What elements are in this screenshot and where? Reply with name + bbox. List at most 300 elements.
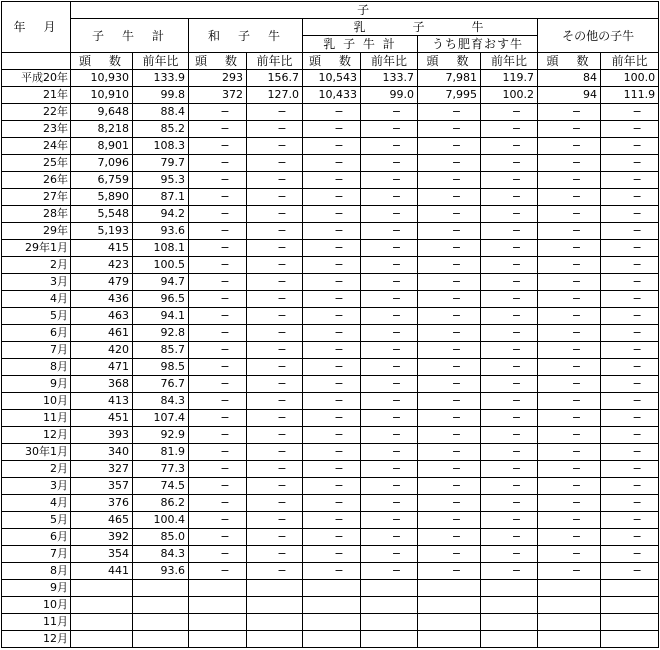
fattening-male-yoy: −	[481, 121, 538, 138]
subheader-yoy: 前年比	[361, 53, 418, 70]
table-row	[2, 546, 659, 563]
table-row	[2, 597, 659, 614]
fattening-male-yoy: −	[481, 529, 538, 546]
fattening-male-yoy: −	[481, 189, 538, 206]
other-calf-count: −	[538, 444, 601, 461]
wagyu-yoy: −	[247, 291, 303, 308]
calf-total-count: 6,759	[71, 172, 133, 189]
fattening-male-count: −	[418, 342, 481, 359]
other-calf-count: 94	[538, 87, 601, 104]
dairy-total-yoy: −	[361, 359, 418, 376]
fattening-male-count	[418, 631, 481, 648]
wagyu-count: −	[189, 376, 247, 393]
dairy-total-count	[303, 597, 361, 614]
other-calf-count: −	[538, 461, 601, 478]
dairy-total-yoy: −	[361, 393, 418, 410]
other-calf-count: −	[538, 206, 601, 223]
dairy-total-yoy	[361, 631, 418, 648]
dairy-total-count: −	[303, 563, 361, 580]
calf-total-count: 10,930	[71, 70, 133, 87]
wagyu-yoy: −	[247, 138, 303, 155]
calf-total-count	[71, 631, 133, 648]
row-label: 10月	[2, 597, 71, 614]
fattening-male-count: −	[418, 274, 481, 291]
dairy-total-count: −	[303, 478, 361, 495]
fattening-male-count: −	[418, 308, 481, 325]
wagyu-yoy: −	[247, 461, 303, 478]
fattening-male-count: −	[418, 138, 481, 155]
fattening-male-count: −	[418, 478, 481, 495]
calf-total-count: 463	[71, 308, 133, 325]
calf-total-count: 368	[71, 376, 133, 393]
header-calf-ko: 子	[357, 3, 373, 17]
wagyu-count: −	[189, 189, 247, 206]
calf-total-yoy: 85.7	[133, 342, 189, 359]
calf-total-count: 436	[71, 291, 133, 308]
row-label: 7月	[2, 546, 71, 563]
fattening-male-yoy: −	[481, 393, 538, 410]
dairy-total-count: −	[303, 155, 361, 172]
calf-total-count: 7,096	[71, 155, 133, 172]
other-calf-count: −	[538, 325, 601, 342]
wagyu-count: −	[189, 410, 247, 427]
wagyu-count: −	[189, 427, 247, 444]
fattening-male-count: −	[418, 495, 481, 512]
other-calf-count	[538, 631, 601, 648]
table-row	[2, 206, 659, 223]
wagyu-yoy: −	[247, 444, 303, 461]
table-row	[2, 393, 659, 410]
calf-total-count: 9,648	[71, 104, 133, 121]
table-row	[2, 563, 659, 580]
calf-total-yoy	[133, 631, 189, 648]
other-calf-count	[538, 597, 601, 614]
other-calf-count: −	[538, 121, 601, 138]
table-row	[2, 495, 659, 512]
other-calf-yoy: −	[601, 155, 659, 172]
table-row	[2, 155, 659, 172]
wagyu-count	[189, 597, 247, 614]
other-calf-yoy: −	[601, 325, 659, 342]
other-calf-yoy: −	[601, 257, 659, 274]
calf-total-yoy: 85.0	[133, 529, 189, 546]
wagyu-yoy	[247, 597, 303, 614]
table-row	[2, 121, 659, 138]
other-calf-yoy: −	[601, 393, 659, 410]
calf-total-yoy: 108.1	[133, 240, 189, 257]
wagyu-yoy: 156.7	[247, 70, 303, 87]
calf-total-yoy	[133, 597, 189, 614]
table-body	[2, 70, 659, 648]
fattening-male-yoy: −	[481, 563, 538, 580]
calf-total-yoy: 79.7	[133, 155, 189, 172]
calf-total-count	[71, 580, 133, 597]
subheader-head-count: 頭 数	[303, 53, 361, 70]
other-calf-yoy: 100.0	[601, 70, 659, 87]
subheader-head-count: 頭 数	[418, 53, 481, 70]
calf-total-count: 392	[71, 529, 133, 546]
dairy-total-yoy: −	[361, 121, 418, 138]
fattening-male-yoy: −	[481, 206, 538, 223]
dairy-total-count: −	[303, 325, 361, 342]
dairy-total-yoy: −	[361, 512, 418, 529]
fattening-male-yoy: 100.2	[481, 87, 538, 104]
row-label: 21年	[2, 87, 71, 104]
dairy-total-count: −	[303, 240, 361, 257]
other-calf-yoy: −	[601, 546, 659, 563]
wagyu-count: −	[189, 393, 247, 410]
row-label: 22年	[2, 104, 71, 121]
subheader-head-count: 頭 数	[71, 53, 133, 70]
row-label: 3月	[2, 274, 71, 291]
dairy-total-yoy: −	[361, 257, 418, 274]
table-row	[2, 87, 659, 104]
calf-total-yoy: 100.5	[133, 257, 189, 274]
other-calf-yoy: −	[601, 410, 659, 427]
header-dairy-calf	[303, 19, 538, 36]
wagyu-yoy: −	[247, 257, 303, 274]
row-label: 24年	[2, 138, 71, 155]
fattening-male-yoy: −	[481, 512, 538, 529]
row-label: 4月	[2, 495, 71, 512]
calf-total-count: 340	[71, 444, 133, 461]
calf-total-yoy: 100.4	[133, 512, 189, 529]
calf-total-count: 479	[71, 274, 133, 291]
wagyu-count: −	[189, 342, 247, 359]
fattening-male-yoy: −	[481, 104, 538, 121]
wagyu-yoy: −	[247, 563, 303, 580]
row-label: 9月	[2, 376, 71, 393]
other-calf-count: −	[538, 478, 601, 495]
dairy-total-count: −	[303, 410, 361, 427]
row-label: 7月	[2, 342, 71, 359]
dairy-total-count: −	[303, 121, 361, 138]
table-row	[2, 444, 659, 461]
wagyu-yoy: −	[247, 240, 303, 257]
dairy-total-count: −	[303, 461, 361, 478]
fattening-male-yoy: −	[481, 376, 538, 393]
other-calf-count: −	[538, 393, 601, 410]
dairy-total-count: −	[303, 342, 361, 359]
wagyu-yoy: −	[247, 206, 303, 223]
wagyu-yoy: −	[247, 104, 303, 121]
other-calf-count: −	[538, 512, 601, 529]
wagyu-yoy	[247, 614, 303, 631]
fattening-male-count: −	[418, 444, 481, 461]
wagyu-yoy: −	[247, 223, 303, 240]
fattening-male-count: −	[418, 410, 481, 427]
other-calf-yoy: −	[601, 291, 659, 308]
wagyu-count: −	[189, 104, 247, 121]
dairy-total-yoy: −	[361, 172, 418, 189]
calf-total-count: 5,193	[71, 223, 133, 240]
fattening-male-yoy: −	[481, 342, 538, 359]
calf-total-yoy: 87.1	[133, 189, 189, 206]
wagyu-count: −	[189, 172, 247, 189]
other-calf-yoy: −	[601, 308, 659, 325]
row-label: 6月	[2, 529, 71, 546]
dairy-total-yoy: −	[361, 308, 418, 325]
dairy-total-count: 10,433	[303, 87, 361, 104]
calf-total-count: 423	[71, 257, 133, 274]
other-calf-yoy: 111.9	[601, 87, 659, 104]
calf-total-count: 393	[71, 427, 133, 444]
row-label: 8月	[2, 359, 71, 376]
fattening-male-count: −	[418, 172, 481, 189]
calf-total-yoy: 86.2	[133, 495, 189, 512]
wagyu-yoy: −	[247, 325, 303, 342]
other-calf-count: −	[538, 189, 601, 206]
header-dairy-total: 乳 子 牛 計	[303, 36, 418, 53]
dairy-total-yoy: −	[361, 495, 418, 512]
row-label: 9月	[2, 580, 71, 597]
other-calf-count: −	[538, 172, 601, 189]
wagyu-count: −	[189, 325, 247, 342]
other-calf-count: 84	[538, 70, 601, 87]
fattening-male-count: −	[418, 376, 481, 393]
dairy-total-yoy: −	[361, 104, 418, 121]
other-calf-count	[538, 614, 601, 631]
row-label: 6月	[2, 325, 71, 342]
fattening-male-count: −	[418, 240, 481, 257]
calf-total-yoy: 99.8	[133, 87, 189, 104]
header-dairy-a: 乳	[353, 20, 369, 34]
wagyu-yoy: −	[247, 274, 303, 291]
fattening-male-yoy: −	[481, 478, 538, 495]
other-calf-count: −	[538, 223, 601, 240]
fattening-male-yoy: −	[481, 495, 538, 512]
calf-total-count: 441	[71, 563, 133, 580]
fattening-male-yoy: −	[481, 291, 538, 308]
wagyu-yoy: −	[247, 342, 303, 359]
wagyu-yoy: −	[247, 121, 303, 138]
calf-total-count: 471	[71, 359, 133, 376]
calf-total-yoy	[133, 614, 189, 631]
fattening-male-yoy: −	[481, 240, 538, 257]
fattening-male-count	[418, 580, 481, 597]
wagyu-yoy: −	[247, 546, 303, 563]
other-calf-count: −	[538, 342, 601, 359]
wagyu-yoy: −	[247, 495, 303, 512]
table-row	[2, 257, 659, 274]
other-calf-yoy: −	[601, 529, 659, 546]
row-label: 5月	[2, 308, 71, 325]
calf-total-count: 327	[71, 461, 133, 478]
calf-statistics-table	[1, 1, 659, 648]
other-calf-count: −	[538, 427, 601, 444]
calf-total-yoy: 98.5	[133, 359, 189, 376]
dairy-total-yoy: −	[361, 529, 418, 546]
table-row	[2, 512, 659, 529]
calf-total-yoy: 93.6	[133, 563, 189, 580]
other-calf-yoy: −	[601, 138, 659, 155]
header-blank	[2, 53, 71, 70]
fattening-male-yoy: −	[481, 155, 538, 172]
other-calf-yoy: −	[601, 495, 659, 512]
row-label: 4月	[2, 291, 71, 308]
wagyu-yoy: −	[247, 376, 303, 393]
dairy-total-yoy: −	[361, 223, 418, 240]
dairy-total-count: −	[303, 529, 361, 546]
other-calf-yoy: −	[601, 206, 659, 223]
other-calf-count	[538, 580, 601, 597]
other-calf-yoy: −	[601, 104, 659, 121]
fattening-male-yoy: −	[481, 444, 538, 461]
subheader-head-count: 頭 数	[189, 53, 247, 70]
calf-total-count: 354	[71, 546, 133, 563]
other-calf-count: −	[538, 155, 601, 172]
dairy-total-yoy: 133.7	[361, 70, 418, 87]
dairy-total-count: −	[303, 138, 361, 155]
calf-total-count: 8,218	[71, 121, 133, 138]
fattening-male-count: 7,981	[418, 70, 481, 87]
fattening-male-yoy: −	[481, 359, 538, 376]
dairy-total-count: −	[303, 444, 361, 461]
other-calf-yoy: −	[601, 563, 659, 580]
other-calf-count: −	[538, 495, 601, 512]
dairy-total-yoy: −	[361, 427, 418, 444]
wagyu-yoy: −	[247, 189, 303, 206]
fattening-male-count: −	[418, 546, 481, 563]
dairy-total-yoy: −	[361, 138, 418, 155]
fattening-male-yoy: −	[481, 427, 538, 444]
fattening-male-count: −	[418, 104, 481, 121]
calf-total-count: 357	[71, 478, 133, 495]
subheader-yoy: 前年比	[247, 53, 303, 70]
wagyu-count: −	[189, 138, 247, 155]
wagyu-count: −	[189, 461, 247, 478]
header-wagyu: 和 子 牛	[189, 19, 303, 53]
dairy-total-count	[303, 614, 361, 631]
dairy-total-count	[303, 631, 361, 648]
row-label: 28年	[2, 206, 71, 223]
dairy-total-count: −	[303, 427, 361, 444]
other-calf-yoy: −	[601, 121, 659, 138]
fattening-male-yoy: −	[481, 410, 538, 427]
other-calf-count: −	[538, 376, 601, 393]
wagyu-count: −	[189, 206, 247, 223]
fattening-male-yoy	[481, 597, 538, 614]
header-dairy-b: 子	[412, 20, 428, 34]
dairy-total-count: −	[303, 308, 361, 325]
calf-total-yoy: 95.3	[133, 172, 189, 189]
dairy-total-count: −	[303, 359, 361, 376]
wagyu-yoy: −	[247, 155, 303, 172]
wagyu-yoy: −	[247, 393, 303, 410]
other-calf-yoy: −	[601, 359, 659, 376]
dairy-total-count: −	[303, 274, 361, 291]
table-row	[2, 223, 659, 240]
calf-total-yoy: 81.9	[133, 444, 189, 461]
fattening-male-yoy: −	[481, 172, 538, 189]
wagyu-count: −	[189, 495, 247, 512]
other-calf-yoy: −	[601, 342, 659, 359]
fattening-male-count: −	[418, 461, 481, 478]
dairy-total-count: −	[303, 172, 361, 189]
dairy-total-count: −	[303, 376, 361, 393]
wagyu-count: −	[189, 563, 247, 580]
dairy-total-yoy: −	[361, 563, 418, 580]
other-calf-yoy: −	[601, 427, 659, 444]
wagyu-count: −	[189, 223, 247, 240]
wagyu-count: −	[189, 308, 247, 325]
table-row	[2, 427, 659, 444]
table-row	[2, 138, 659, 155]
fattening-male-count: −	[418, 206, 481, 223]
calf-total-yoy: 84.3	[133, 393, 189, 410]
wagyu-count	[189, 580, 247, 597]
other-calf-yoy	[601, 580, 659, 597]
fattening-male-count: −	[418, 189, 481, 206]
table-row	[2, 342, 659, 359]
calf-total-count: 461	[71, 325, 133, 342]
other-calf-yoy: −	[601, 223, 659, 240]
dairy-total-yoy: −	[361, 461, 418, 478]
calf-total-yoy: 107.4	[133, 410, 189, 427]
wagyu-yoy: −	[247, 308, 303, 325]
row-label: 29年1月	[2, 240, 71, 257]
table-row	[2, 614, 659, 631]
wagyu-count: −	[189, 529, 247, 546]
wagyu-count	[189, 614, 247, 631]
row-label: 23年	[2, 121, 71, 138]
row-label: 5月	[2, 512, 71, 529]
dairy-total-yoy: −	[361, 189, 418, 206]
wagyu-count: −	[189, 291, 247, 308]
wagyu-count: −	[189, 240, 247, 257]
calf-total-yoy: 77.3	[133, 461, 189, 478]
other-calf-yoy: −	[601, 512, 659, 529]
wagyu-yoy: −	[247, 529, 303, 546]
table-row	[2, 291, 659, 308]
header-year-month: 年 月	[2, 2, 71, 53]
dairy-total-yoy: −	[361, 155, 418, 172]
wagyu-count: −	[189, 546, 247, 563]
table-row	[2, 104, 659, 121]
table-row	[2, 308, 659, 325]
fattening-male-yoy	[481, 580, 538, 597]
wagyu-yoy: −	[247, 410, 303, 427]
table-row	[2, 240, 659, 257]
calf-total-yoy: 76.7	[133, 376, 189, 393]
fattening-male-count: −	[418, 512, 481, 529]
dairy-total-count: 10,543	[303, 70, 361, 87]
calf-total-yoy: 92.9	[133, 427, 189, 444]
other-calf-yoy: −	[601, 461, 659, 478]
other-calf-count: −	[538, 563, 601, 580]
wagyu-yoy: −	[247, 427, 303, 444]
dairy-total-count: −	[303, 393, 361, 410]
dairy-total-count: −	[303, 546, 361, 563]
other-calf-count: −	[538, 240, 601, 257]
calf-total-yoy: 133.9	[133, 70, 189, 87]
table-row	[2, 631, 659, 648]
calf-total-yoy: 74.5	[133, 478, 189, 495]
fattening-male-yoy: −	[481, 257, 538, 274]
other-calf-yoy: −	[601, 444, 659, 461]
dairy-total-yoy: −	[361, 342, 418, 359]
other-calf-count: −	[538, 359, 601, 376]
fattening-male-yoy: −	[481, 223, 538, 240]
table-row	[2, 529, 659, 546]
calf-total-count: 415	[71, 240, 133, 257]
dairy-total-count: −	[303, 189, 361, 206]
row-label: 平成20年	[2, 70, 71, 87]
wagyu-yoy: −	[247, 478, 303, 495]
header-dairy-c: 牛	[471, 20, 487, 34]
dairy-total-count	[303, 580, 361, 597]
other-calf-yoy: −	[601, 274, 659, 291]
